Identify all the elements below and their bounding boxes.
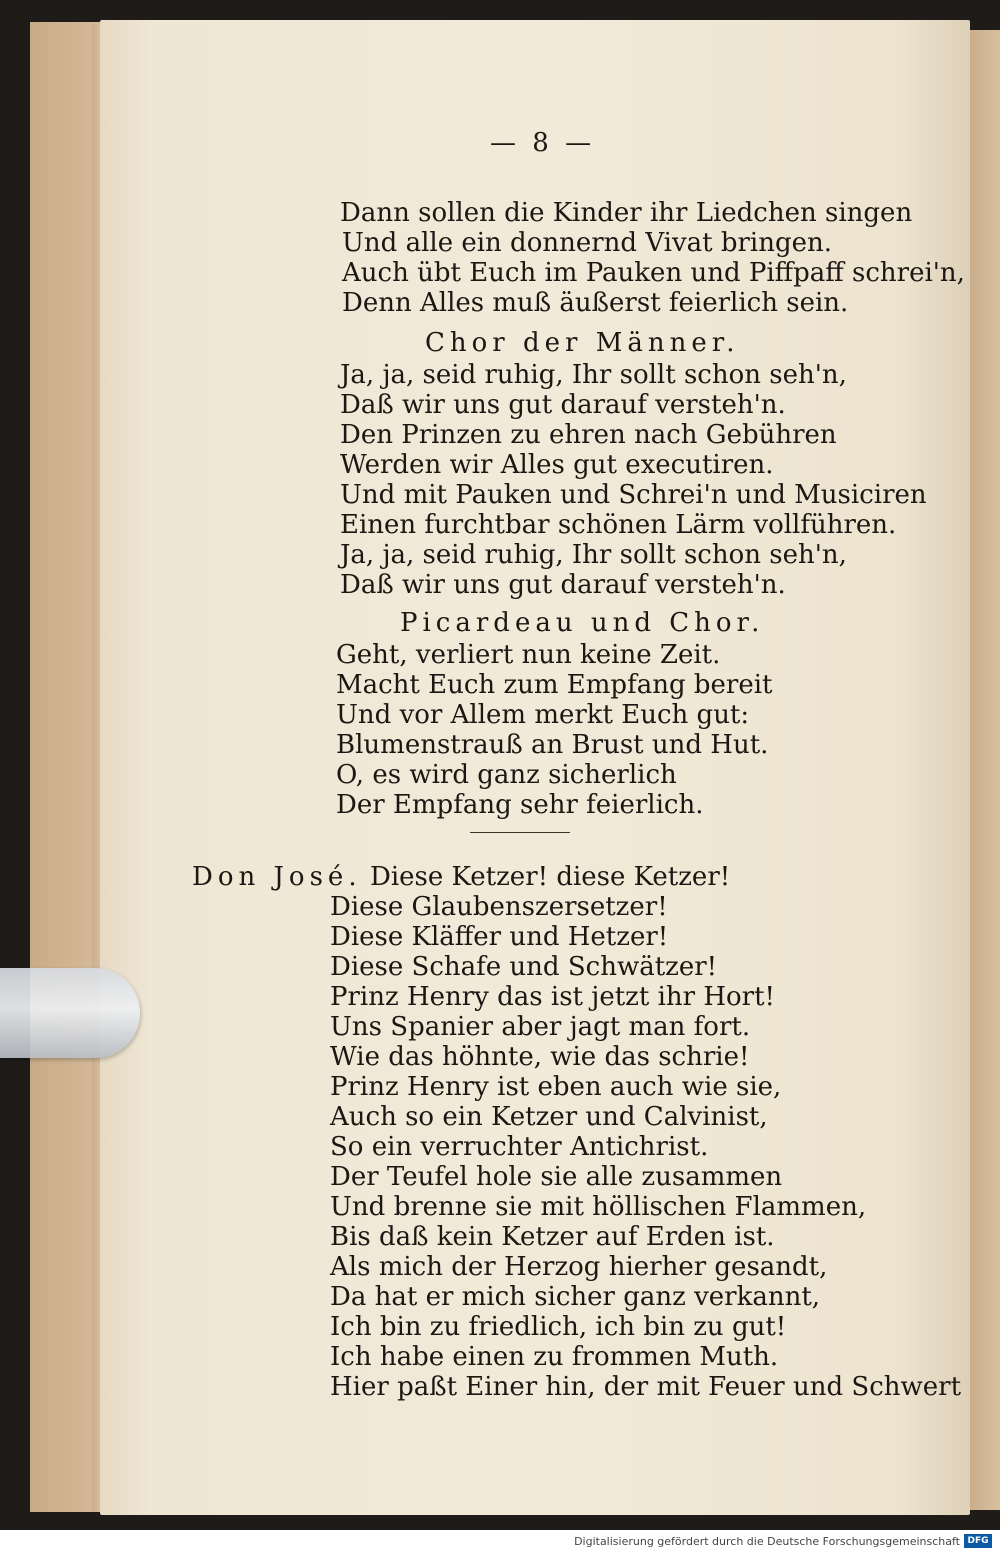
- verse-line: Daß wir uns gut darauf versteh'n.: [340, 570, 786, 600]
- verse-line: Blumenstrauß an Brust und Hut.: [336, 730, 769, 760]
- verse-line: Da hat er mich sicher ganz verkannt,: [330, 1282, 821, 1312]
- verse-line: Der Empfang sehr feierlich.: [336, 790, 704, 820]
- verse-line: Prinz Henry das ist jetzt ihr Hort!: [330, 982, 775, 1012]
- verse-line: Wie das höhnte, wie das schrie!: [330, 1042, 750, 1072]
- verse-line: Dann sollen die Kinder ihr Liedchen singen: [340, 198, 913, 228]
- verse-line: Ja, ja, seid ruhig, Ihr sollt schon seh'n,: [340, 360, 847, 390]
- verse-line: Auch übt Euch im Pauken und Piffpaff schrei'n,: [342, 258, 965, 288]
- verse-line: Hier paßt Einer hin, der mit Feuer und Schwert: [330, 1372, 962, 1402]
- verse-line: Den Prinzen zu ehren nach Gebühren: [340, 420, 837, 450]
- verse-line: Ich bin zu friedlich, ich bin zu gut!: [330, 1312, 787, 1342]
- verse-line: Macht Euch zum Empfang bereit: [336, 670, 773, 700]
- dfg-logo-icon: DFG: [964, 1534, 992, 1548]
- verse-line: So ein verruchter Antichrist.: [330, 1132, 709, 1162]
- verse-line: Bis daß kein Ketzer auf Erden ist.: [330, 1222, 775, 1252]
- verse-line: Diese Glaubenszersetzer!: [330, 892, 668, 922]
- verse-line: Ich habe einen zu frommen Muth.: [330, 1342, 779, 1372]
- funding-credit: Digitalisierung gefördert durch die Deutsche Forschungsgemeinschaft: [574, 1535, 960, 1548]
- chorus-heading: Picardeau und Chor.: [400, 608, 765, 638]
- verse-line: Daß wir uns gut darauf versteh'n.: [340, 390, 786, 420]
- verse-line: Und alle ein donnernd Vivat bringen.: [342, 228, 833, 258]
- page-number: — 8 —: [490, 128, 596, 158]
- verse-line: Uns Spanier aber jagt man fort.: [330, 1012, 751, 1042]
- verse-line: Als mich der Herzog hierher gesandt,: [330, 1252, 828, 1282]
- section-divider: [470, 832, 570, 833]
- verse-line: Werden wir Alles gut executiren.: [340, 450, 774, 480]
- verse-line: Prinz Henry ist eben auch wie sie,: [330, 1072, 782, 1102]
- chorus-heading: Chor der Männer.: [425, 328, 740, 358]
- speaker-name: Don José.: [192, 862, 362, 892]
- verse-line: Und vor Allem merkt Euch gut:: [336, 700, 750, 730]
- verse-line: Ja, ja, seid ruhig, Ihr sollt schon seh'n,: [340, 540, 847, 570]
- verse-line: Geht, verliert nun keine Zeit.: [336, 640, 721, 670]
- verse-line: Einen furchtbar schönen Lärm vollführen.: [340, 510, 897, 540]
- verse-line: Und mit Pauken und Schrei'n und Musiciren: [340, 480, 927, 510]
- verse-line: O, es wird ganz sicherlich: [336, 760, 677, 790]
- verse-line: Und brenne sie mit höllischen Flammen,: [330, 1192, 867, 1222]
- verse-line: Diese Ketzer! diese Ketzer!: [370, 862, 731, 892]
- verse-line: Der Teufel hole sie alle zusammen: [330, 1162, 783, 1192]
- verse-line: Diese Schafe und Schwätzer!: [330, 952, 718, 982]
- page-clip-tab: [0, 968, 140, 1058]
- verse-line: Denn Alles muß äußerst feierlich sein.: [342, 288, 849, 318]
- verse-line: Auch so ein Ketzer und Calvinist,: [330, 1102, 768, 1132]
- verse-line: Diese Kläffer und Hetzer!: [330, 922, 669, 952]
